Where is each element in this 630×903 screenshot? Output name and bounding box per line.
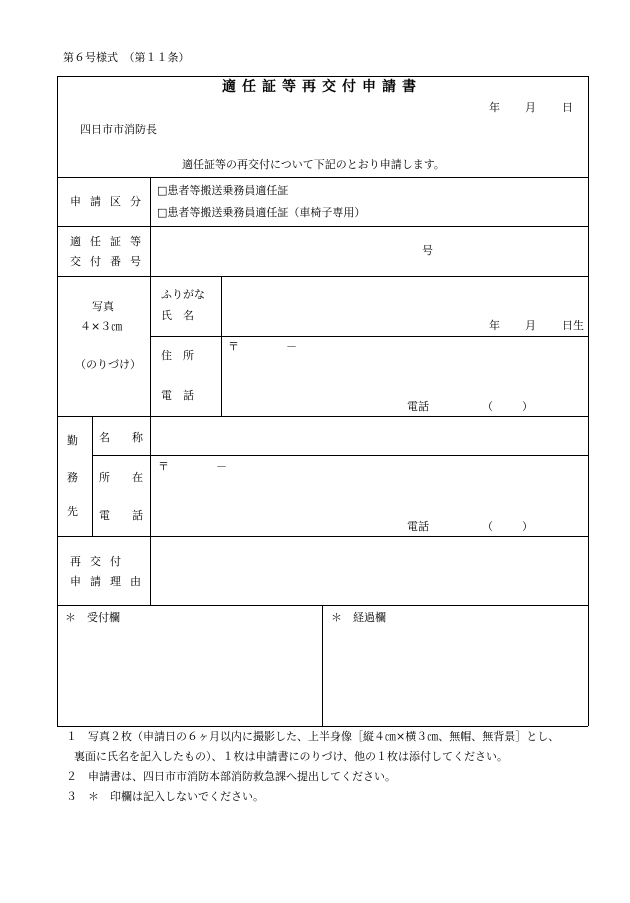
workplace-char-1: 勤 [67, 434, 78, 447]
date-year-label: 年 [489, 101, 500, 114]
form-number: 第６号様式 （第１１条） [63, 51, 190, 64]
date-day-label: 日 [562, 101, 573, 114]
photo-glue-note: （のりづけ） [75, 358, 141, 371]
furigana-label: ふりがな [161, 288, 205, 301]
cert-no-label-line2: 交付番号 [70, 255, 150, 268]
cert-no-label-line1: 適任証等 [70, 235, 150, 248]
note-3: ３ ＊ 印欄は記入しないでください。 [66, 790, 264, 803]
workplace-phone-label: 電 話 [99, 509, 143, 522]
phone-paren-open: （ [482, 400, 493, 413]
cert-no-suffix: 号 [422, 244, 433, 257]
workplace-phone-paren-open: （ [482, 520, 493, 533]
workplace-postal-mark: 〒 [158, 460, 169, 473]
postal-mark: 〒 [228, 340, 239, 353]
reason-label-line2: 申請理由 [70, 575, 150, 588]
phone-label: 電 話 [161, 389, 194, 402]
progress-field-label: ＊ 経過欄 [331, 611, 386, 624]
form-title: 適任証等再交付申請書 [222, 79, 422, 95]
note-1-cont: 裏面に氏名を記入したもの）、１枚は申請書にのりづけ、他の１枚は添付してください。 [74, 750, 509, 763]
phone-paren-close: ） [522, 400, 533, 413]
category-label: 申請区分 [70, 195, 150, 208]
category-option-wheelchair[interactable]: □患者等搬送乗務員適任証（車椅子専用） [157, 206, 366, 219]
photo-size: ４×３㎝ [80, 320, 123, 333]
date-month-label: 月 [525, 101, 536, 114]
intro-text: 適任証等の再交付について下記のとおり申請します。 [182, 158, 445, 171]
workplace-location-label: 所 在 [99, 471, 143, 484]
photo-label: 写真 [92, 300, 114, 313]
birth-day-label: 日生 [562, 319, 584, 332]
workplace-postal-dash: － [216, 460, 227, 473]
birth-month-label: 月 [525, 319, 536, 332]
note-2: ２ 申請書は、四日市市消防本部消防救急課へ提出してください。 [66, 770, 396, 783]
workplace-char-2: 務 [67, 471, 78, 484]
workplace-phone-paren-close: ） [522, 520, 533, 533]
category-option-standard[interactable]: □患者等搬送乗務員適任証 [157, 184, 289, 197]
workplace-char-3: 先 [67, 505, 78, 518]
reason-label-line1: 再交付 [70, 555, 130, 568]
addressee: 四日市市消防長 [80, 123, 157, 136]
received-field-label: ＊ 受付欄 [65, 611, 120, 624]
phone-text: 電話 [407, 400, 429, 413]
workplace-name-label: 名 称 [99, 431, 143, 444]
postal-dash: － [286, 340, 297, 353]
note-1: １ 写真２枚（申請日の６ヶ月以内に撮影した、上半身像［縦４㎝×横３㎝、無帽、無背景］とし、 [66, 730, 560, 743]
address-label: 住 所 [161, 349, 194, 362]
birth-year-label: 年 [489, 319, 500, 332]
name-label: 氏 名 [161, 309, 194, 322]
workplace-phone-text: 電話 [407, 520, 429, 533]
